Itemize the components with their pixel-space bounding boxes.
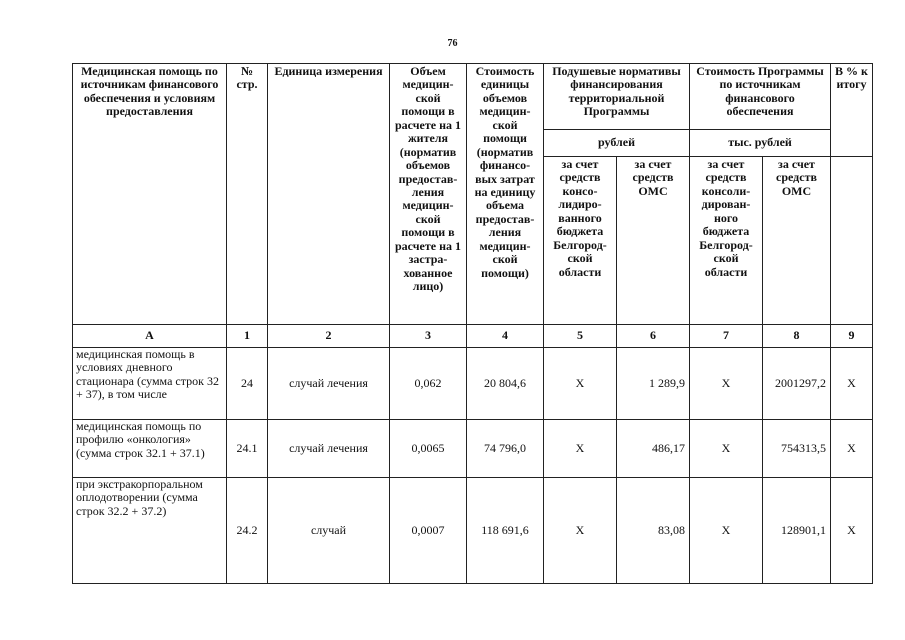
page-number: 76: [447, 38, 458, 49]
index-row: [73, 325, 873, 348]
row-name: медицинская помощь по профилю «онкология» (сумма строк 32.1 + 37.1): [73, 420, 227, 478]
row-norm-budget: Х: [544, 478, 617, 584]
row-cost-budget: Х: [690, 478, 763, 584]
row-cost-oms: 2001297,2: [763, 348, 831, 420]
row-line: 24.1: [227, 420, 268, 478]
header-group-norm: Подушевые нормативы финансирования территориальной Программы: [544, 64, 690, 130]
index-cell: 9: [831, 325, 873, 348]
row-line: 24.2: [227, 478, 268, 584]
row-cost-oms: 128901,1: [763, 478, 831, 584]
table-row: [73, 348, 873, 420]
row-cost-budget: Х: [690, 420, 763, 478]
index-cell: 4: [467, 325, 544, 348]
row-unit: случай лечения: [268, 348, 390, 420]
financing-table: [72, 63, 873, 584]
index-cell: 2: [268, 325, 390, 348]
header-group-cost: Стоимость Программы по источникам финансового обеспечения: [690, 64, 831, 130]
row-cost-oms: 754313,5: [763, 420, 831, 478]
header-col-4: Стоимость единицы объемов медицин-ской помощи (норматив финансо-вых затрат на единицу объема предостав-ления медицин-ской помощи): [467, 64, 544, 325]
row-line: 24: [227, 348, 268, 420]
header-col-7: за счет средств консоли-дирован-ного бюджета Белгород-ской области: [690, 157, 763, 325]
index-cell: А: [73, 325, 227, 348]
header-col-9-blank: [831, 157, 873, 325]
header-group-norm-unit: рублей: [544, 130, 690, 157]
row-norm-oms: 486,17: [617, 420, 690, 478]
index-cell: 1: [227, 325, 268, 348]
row-percent: Х: [831, 348, 873, 420]
row-unit-cost: 74 796,0: [467, 420, 544, 478]
index-cell: 3: [390, 325, 467, 348]
header-col-a: Медицинская помощь по источникам финансового обеспечения и условиям предоставления: [73, 64, 227, 325]
row-unit-cost: 20 804,6: [467, 348, 544, 420]
row-norm-oms: 1 289,9: [617, 348, 690, 420]
row-unit-cost: 118 691,6: [467, 478, 544, 584]
index-cell: 8: [763, 325, 831, 348]
header-col-9: В % к итогу: [831, 64, 873, 157]
table-row: [73, 420, 873, 478]
row-name: при экстракорпоральном оплодотворении (сумма строк 32.2 + 37.2): [73, 478, 227, 584]
row-volume: 0,0065: [390, 420, 467, 478]
header-col-6: за счет средств ОМС: [617, 157, 690, 325]
row-cost-budget: Х: [690, 348, 763, 420]
row-volume: 0,062: [390, 348, 467, 420]
row-percent: Х: [831, 420, 873, 478]
header-group-cost-unit: тыс. рублей: [690, 130, 831, 157]
header-row-1: [73, 64, 873, 130]
header-col-1: № стр.: [227, 64, 268, 325]
table-row: [73, 478, 873, 584]
row-volume: 0,0007: [390, 478, 467, 584]
row-name: медицинская помощь в условиях дневного стационара (сумма строк 32 + 37), в том числе: [73, 348, 227, 420]
index-cell: 6: [617, 325, 690, 348]
header-col-8: за счет средств ОМС: [763, 157, 831, 325]
row-norm-budget: Х: [544, 348, 617, 420]
row-unit: случай лечения: [268, 420, 390, 478]
header-col-3: Объем медицин-ской помощи в расчете на 1 жителя (норматив объемов предостав-ления медицин-ской помощи в расчете на 1 застра-хованное лицо): [390, 64, 467, 325]
index-cell: 5: [544, 325, 617, 348]
index-cell: 7: [690, 325, 763, 348]
header-col-5: за счет средств консо-лидиро-ванного бюджета Белгород-ской области: [544, 157, 617, 325]
header-col-2: Единица измерения: [268, 64, 390, 325]
row-norm-oms: 83,08: [617, 478, 690, 584]
row-norm-budget: Х: [544, 420, 617, 478]
row-percent: Х: [831, 478, 873, 584]
row-unit: случай: [268, 478, 390, 584]
